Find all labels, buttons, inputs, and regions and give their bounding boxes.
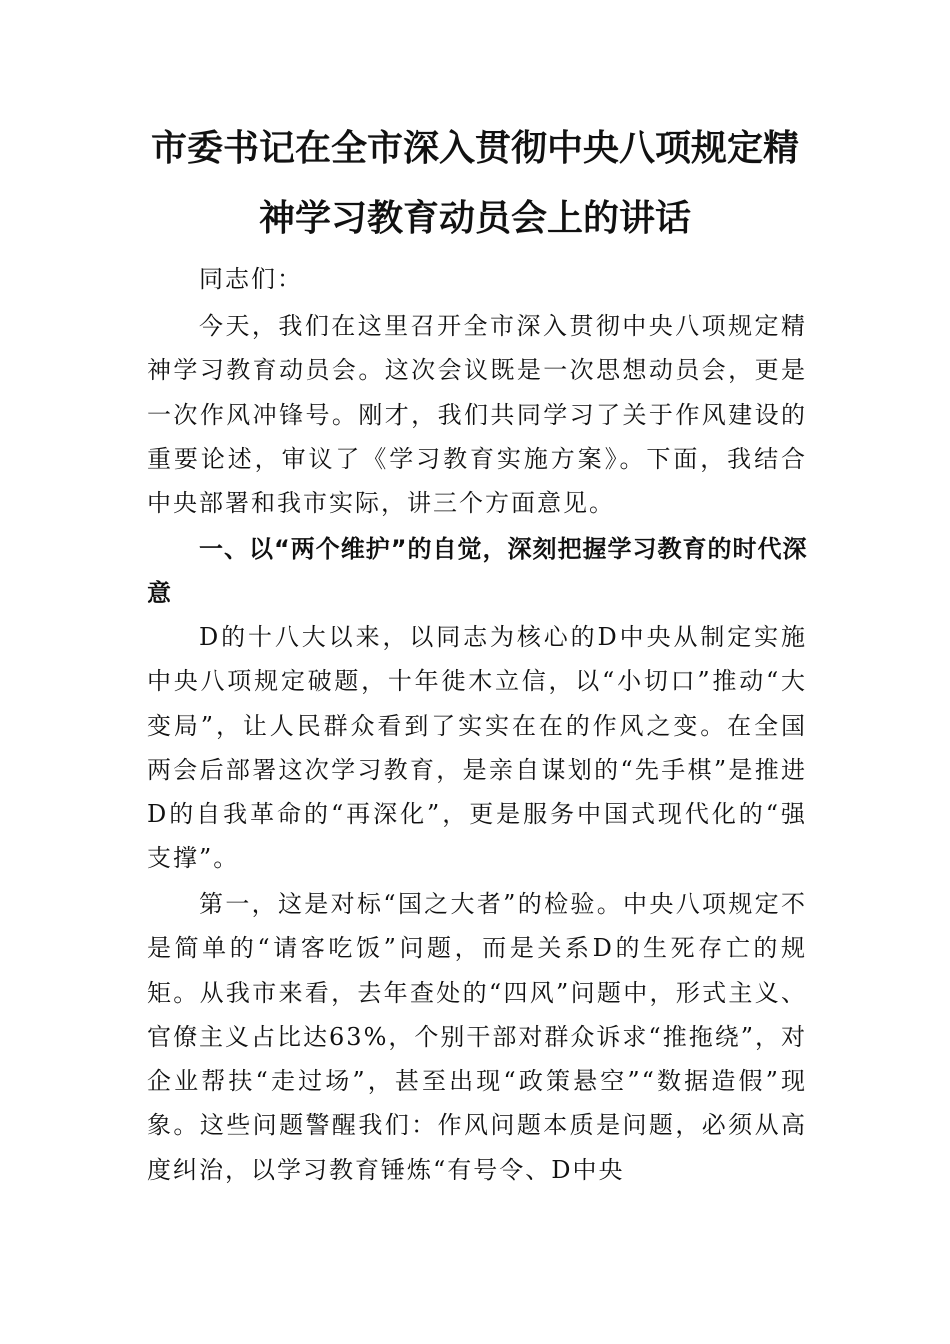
paragraph-opening: 今天，我们在这里召开全市深入贯彻中央八项规定精神学习教育动员会。这次会议既是一次思想动员会，更是一次作风冲锋号。刚才，我们共同学习了关于作风建设的重要论述，审议了《学习教育实施方案》。下面，我结合中央部署和我市实际，讲三个方面意见。 (147, 312, 807, 518)
paragraph-section-1: D的十八大以来，以同志为核心的D中央从制定实施中央八项规定破题，十年徙木立信，以“小切口”推动“大变局”，让人民群众看到了实实在在的作风之变。在全国两会后部署这次学习教育，是亲自谋划的“先手棋”是推进D的自我革命的“再深化”，更是服务中国式现代化的“强支撑”。 (147, 623, 807, 873)
document-title-line-1: 市委书记在全市深入贯彻中央八项规定精 (150, 127, 799, 169)
salutation: 同志们： (199, 265, 303, 293)
section-heading-1: 一、以“两个维护”的自觉，深刻把握学习教育的时代深意 (147, 535, 807, 608)
paragraph-point-1: 第一，这是对标“国之大者”的检验。中央八项规定不是简单的“请客吃饭”问题，而是关系D的生死存亡的规矩。从我市来看，去年查处的“四风”问题中，形式主义、官僚主义占比达63%，个别干部对群众诉求“推拖绕”，对企业帮扶“走过场”，甚至出现“政策悬空”“数据造假”现象。这些问题警醒我们：作风问题本质是问题，必须从高度纠治，以学习教育锤炼“有号令、D中央 (147, 890, 807, 1184)
document-title-line-2: 神学习教育动员会上的讲话 (258, 197, 691, 239)
